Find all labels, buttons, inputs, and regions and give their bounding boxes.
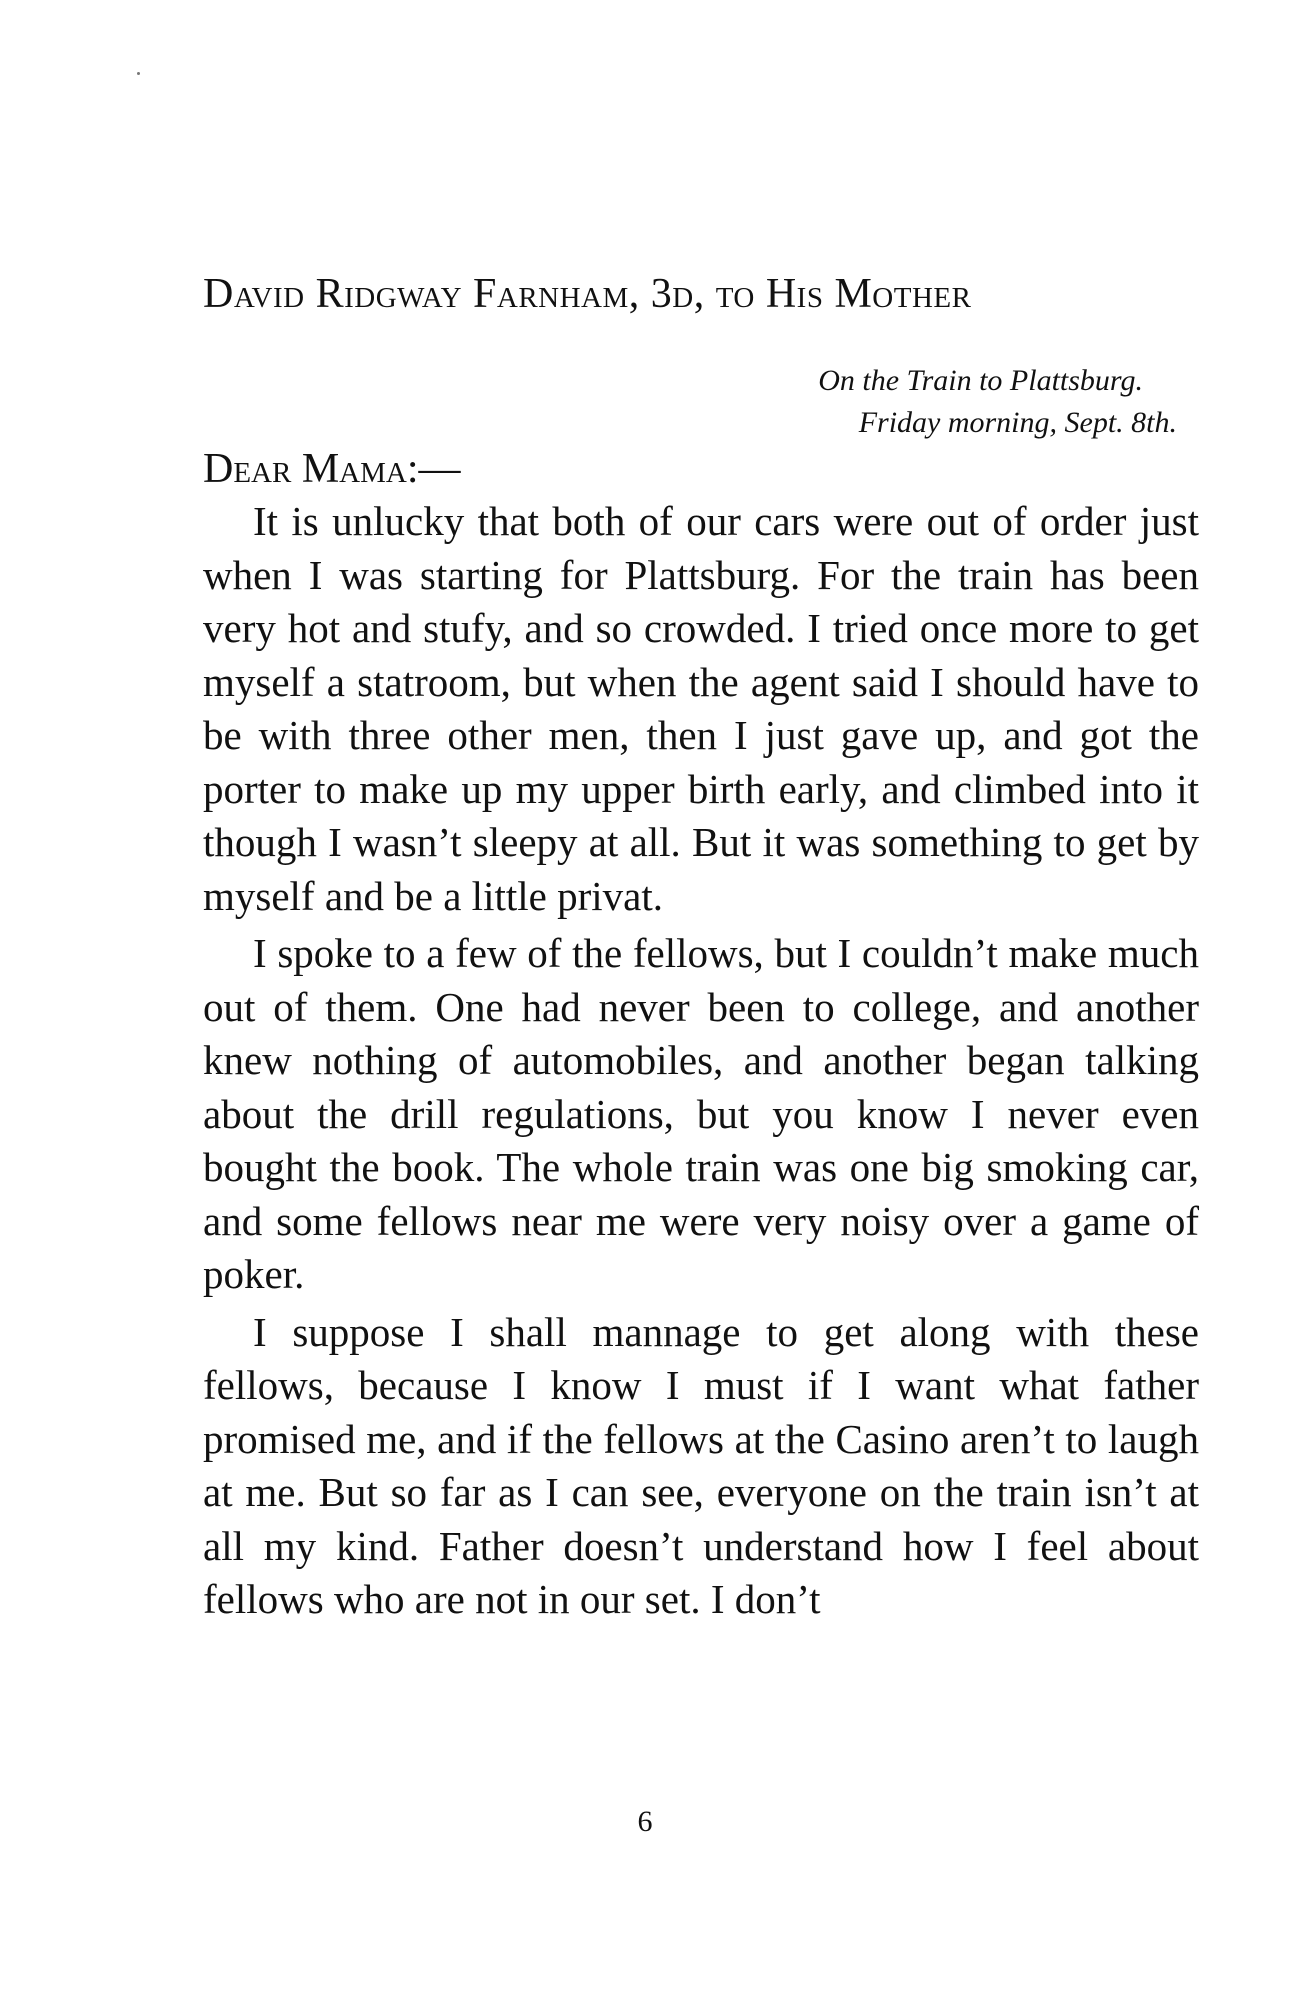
letter-body bbox=[203, 495, 1199, 1627]
page-number: 6 bbox=[637, 1805, 653, 1838]
dateline-date: Friday morning, Sept. 8th. bbox=[858, 406, 1177, 439]
paper-speck bbox=[137, 72, 140, 75]
paragraph-3: I suppose I shall mannage to get along with these fellows, because I know I must if I want what father promised me, and if the fellows at the Casino aren’t to laugh at me. But so far as I can see, everyone on the train isn’t at all my kind. Father doesn’t understand how I feel about fellows who are not in our set. I don’t bbox=[203, 1308, 1199, 1622]
paragraph-2: I spoke to a few of the fellows, but I couldn’t make much out of them. One had never been to college, and another knew nothing of automobiles, and another began talking about the drill regulations, but you know I never even bought the book. The whole train was one big smoking car, and some fellows near me were very noisy over a game of poker. bbox=[203, 930, 1199, 1297]
letter-heading: David Ridgway Farnham, 3d, to His Mother bbox=[203, 271, 972, 317]
letter-dateline bbox=[818, 360, 1195, 444]
letter-salutation: Dear Mama:— bbox=[203, 446, 461, 492]
dateline-place: On the Train to Plattsburg. bbox=[818, 364, 1143, 397]
paragraph-1: It is unlucky that both of our cars were out of order just when I was starting for Plattsburg. For the train has been very hot and stufy, and so crowded. I tried once more to get myself a statroom, but when the agent said I should have to be with three other men, then I just gave up, and got the porter to make up my upper birth early, and climbed into it though I wasn’t sleepy at all. But it was something to get by myself and be a little privat. bbox=[203, 498, 1199, 919]
